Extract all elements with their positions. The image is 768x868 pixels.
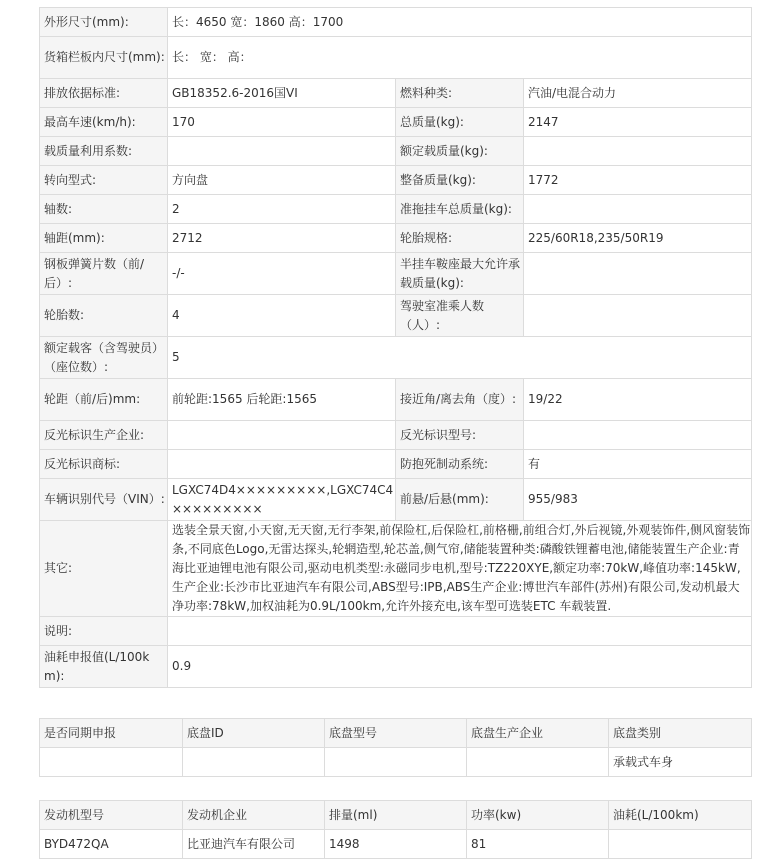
field-value: 19/22 bbox=[524, 379, 752, 421]
field-label: 额定载质量(kg): bbox=[396, 137, 524, 166]
seats-label: 额定载客（含驾驶员）（座位数）: bbox=[40, 337, 168, 379]
spec-row-note bbox=[40, 617, 752, 646]
field-value: GB18352.6-2016国VI bbox=[168, 79, 396, 108]
cargo-dimensions-label: 货箱栏板内尺寸(mm): bbox=[40, 37, 168, 79]
dimensions-value: 长：4650 宽：1860 高：1700 bbox=[168, 8, 752, 37]
spec-row bbox=[40, 295, 752, 337]
field-value: 4 bbox=[168, 295, 396, 337]
other-value: 选装全景天窗,小天窗,无天窗,无行李架,前保险杠,后保险杠,前格栅,前组合灯,外后视镜,外观装饰件,侧风窗装饰条,不同底色Logo,无雷达探头,轮辋造型,轮芯盖,侧气帘,储能装置种类:磷酸铁锂蓄电池,储能装置生产企业:青海比亚迪锂电池有限公司,驱动电机类型:永磁同步电机,型号:TZ220XYE,额定功率:70kW,峰值功率:145kW,生产企业:长沙市比亚迪汽车有限公司,ABS型号:IPB,ABS生产企业:博世汽车部件(苏州)有限公司,发动机最大净功率:78kW,加权油耗为0.9L/100km,允许外接充电,该车型可选装ETC 车载装置. bbox=[168, 521, 752, 617]
table-cell: 承载式车身 bbox=[609, 748, 752, 777]
table-cell: BYD472QA bbox=[40, 830, 183, 859]
note-label: 说明: bbox=[40, 617, 168, 646]
field-value bbox=[524, 195, 752, 224]
field-label: 燃料种类: bbox=[396, 79, 524, 108]
field-value bbox=[524, 137, 752, 166]
engine-table bbox=[39, 800, 752, 859]
table-cell bbox=[467, 748, 609, 777]
table-cell: 81 bbox=[467, 830, 609, 859]
note-value bbox=[168, 617, 752, 646]
spec-row bbox=[40, 108, 752, 137]
field-value bbox=[168, 450, 396, 479]
field-label: 半挂车鞍座最大允许承载质量(kg): bbox=[396, 253, 524, 295]
field-label: 反光标识商标: bbox=[40, 450, 168, 479]
field-label: 最高车速(km/h): bbox=[40, 108, 168, 137]
table-cell: 比亚迪汽车有限公司 bbox=[183, 830, 325, 859]
spec-row bbox=[40, 224, 752, 253]
field-label: 轮距（前/后)mm: bbox=[40, 379, 168, 421]
vehicle-spec-table bbox=[39, 7, 752, 688]
field-value: 有 bbox=[524, 450, 752, 479]
field-label: 驾驶室准乘人数（人）: bbox=[396, 295, 524, 337]
table-header-row bbox=[40, 801, 752, 830]
spec-row bbox=[40, 379, 752, 421]
field-value: 前轮距:1565 后轮距:1565 bbox=[168, 379, 396, 421]
field-value: 955/983 bbox=[524, 479, 752, 521]
table-header-row bbox=[40, 719, 752, 748]
table-row bbox=[40, 830, 752, 859]
spec-row-seats bbox=[40, 337, 752, 379]
table-row bbox=[40, 748, 752, 777]
column-header: 底盘类别 bbox=[609, 719, 752, 748]
spec-row bbox=[40, 253, 752, 295]
chassis-table bbox=[39, 718, 752, 777]
spec-row bbox=[40, 137, 752, 166]
column-header: 发动机企业 bbox=[183, 801, 325, 830]
vin-value: LGXC74D4×××××××××,LGXC74C4××××××××× bbox=[168, 479, 396, 521]
spec-row-dimensions bbox=[40, 8, 752, 37]
column-header: 排量(ml) bbox=[325, 801, 467, 830]
spec-row-cargo bbox=[40, 37, 752, 79]
field-value: 2 bbox=[168, 195, 396, 224]
spec-row bbox=[40, 421, 752, 450]
field-value bbox=[168, 421, 396, 450]
vin-label: 车辆识别代号（VIN）: bbox=[40, 479, 168, 521]
field-value bbox=[524, 421, 752, 450]
column-header: 发动机型号 bbox=[40, 801, 183, 830]
table-cell bbox=[40, 748, 183, 777]
spec-row bbox=[40, 195, 752, 224]
column-header: 油耗(L/100km) bbox=[609, 801, 752, 830]
column-header: 底盘ID bbox=[183, 719, 325, 748]
field-label: 整备质量(kg): bbox=[396, 166, 524, 195]
table-cell bbox=[325, 748, 467, 777]
field-value: -/- bbox=[168, 253, 396, 295]
field-label: 轮胎数: bbox=[40, 295, 168, 337]
spec-row bbox=[40, 79, 752, 108]
field-value: 2712 bbox=[168, 224, 396, 253]
field-value: 2147 bbox=[524, 108, 752, 137]
table-cell bbox=[609, 830, 752, 859]
table-cell bbox=[183, 748, 325, 777]
field-label: 轮胎规格: bbox=[396, 224, 524, 253]
column-header: 底盘型号 bbox=[325, 719, 467, 748]
field-value: 方向盘 bbox=[168, 166, 396, 195]
spec-row bbox=[40, 479, 752, 521]
spec-row bbox=[40, 450, 752, 479]
dimensions-label: 外形尺寸(mm): bbox=[40, 8, 168, 37]
spec-row bbox=[40, 166, 752, 195]
fuel-consumption-label: 油耗申报值(L/100km): bbox=[40, 646, 168, 688]
field-label: 前悬/后悬(mm): bbox=[396, 479, 524, 521]
fuel-consumption-value: 0.9 bbox=[168, 646, 752, 688]
column-header: 功率(kw) bbox=[467, 801, 609, 830]
field-label: 反光标识生产企业: bbox=[40, 421, 168, 450]
field-label: 接近角/离去角（度）: bbox=[396, 379, 524, 421]
column-header: 底盘生产企业 bbox=[467, 719, 609, 748]
field-value bbox=[168, 137, 396, 166]
field-label: 准拖挂车总质量(kg): bbox=[396, 195, 524, 224]
field-label: 防抱死制动系统: bbox=[396, 450, 524, 479]
seats-value: 5 bbox=[168, 337, 752, 379]
field-label: 转向型式: bbox=[40, 166, 168, 195]
field-label: 排放依据标准: bbox=[40, 79, 168, 108]
field-label: 反光标识型号: bbox=[396, 421, 524, 450]
field-value: 1772 bbox=[524, 166, 752, 195]
field-label: 轴距(mm): bbox=[40, 224, 168, 253]
column-header: 是否同期申报 bbox=[40, 719, 183, 748]
field-value bbox=[524, 295, 752, 337]
field-value bbox=[524, 253, 752, 295]
other-label: 其它: bbox=[40, 521, 168, 617]
field-label: 载质量利用系数: bbox=[40, 137, 168, 166]
table-cell: 1498 bbox=[325, 830, 467, 859]
field-label: 总质量(kg): bbox=[396, 108, 524, 137]
spec-row-other bbox=[40, 521, 752, 617]
field-label: 轴数: bbox=[40, 195, 168, 224]
spec-row-fuel bbox=[40, 646, 752, 688]
field-value: 225/60R18,235/50R19 bbox=[524, 224, 752, 253]
cargo-dimensions-value: 长： 宽： 高： bbox=[168, 37, 752, 79]
field-value: 170 bbox=[168, 108, 396, 137]
field-label: 钢板弹簧片数（前/后）: bbox=[40, 253, 168, 295]
field-value: 汽油/电混合动力 bbox=[524, 79, 752, 108]
